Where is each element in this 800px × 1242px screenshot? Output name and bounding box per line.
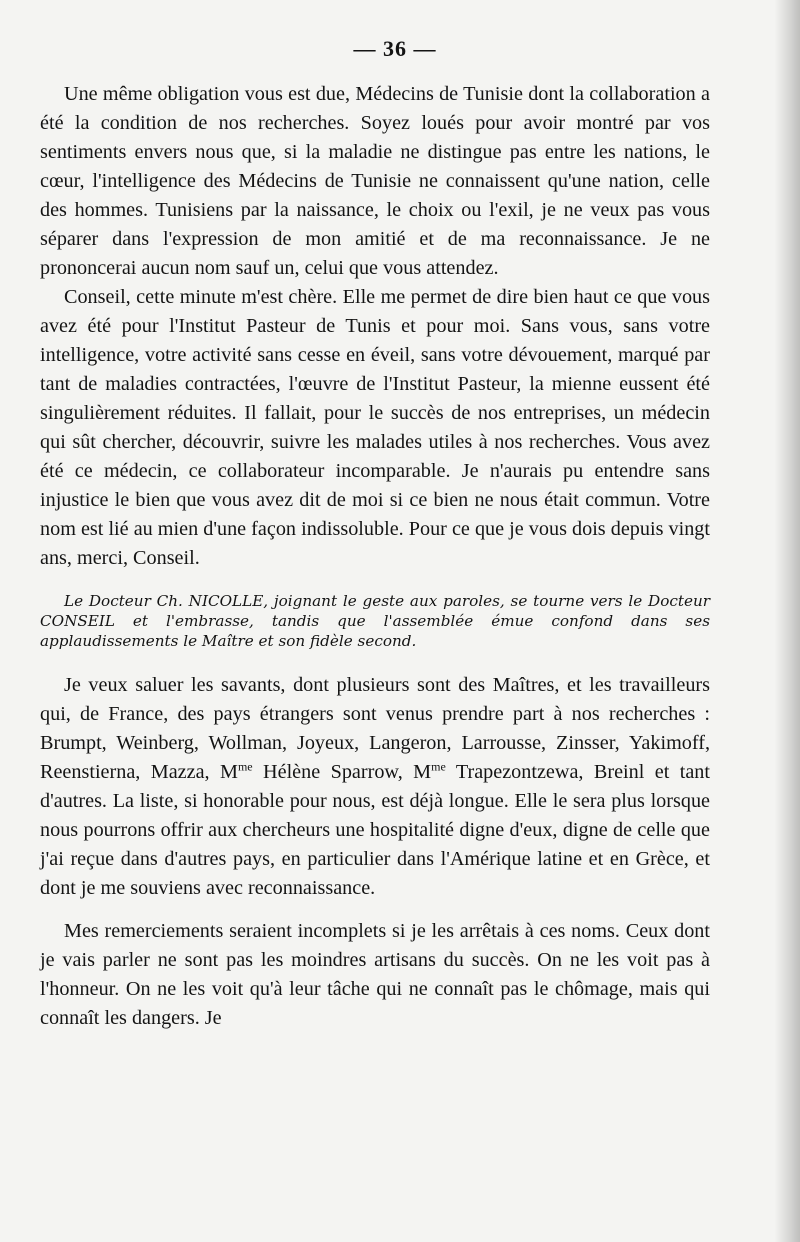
paragraph-savants — [40, 671, 710, 903]
paragraph-conseil: Conseil, cette minute m'est chère. Elle me permet de dire bien haut ce que vous avez été pour l'Institut Pasteur de Tunis et pour moi. Sans vous, sans votre intelligence, votre activité sans cesse en éveil, sans votre dévouement, marqué par tant de maladies contractées, l'œuvre de l'Institut Pasteur, la mienne eussent été singulièrement réduites. Il fallait, pour le succès de nos entreprises, un médecin qui sût chercher, découvrir, suivre les malades utiles à nos recherches. Vous avez été ce médecin, ce collaborateur incomparable. Je n'aurais pu entendre sans injustice le bien que vous avez dit de moi si ce bien ne nous était commun. Votre nom est lié au mien d'une façon indissoluble. Pour ce que je vous dois depuis vingt ans, merci, Conseil. — [40, 286, 710, 569]
italic-stage-note: Le Docteur Ch. NICOLLE, joignant le geste aux paroles, se tourne vers le Docteur CONSEIL et l'embrasse, tandis que l'assemblée émue confond dans ses applaudissements le Maître et son fidèle second. — [40, 592, 710, 650]
paragraph-remerciements: Mes remerciements seraient incomplets si je les arrêtais à ces noms. Ceux dont je vais parler ne sont pas les moindres artisans du succès. On ne les voit pas à l'honneur. On ne les voit qu'à leur tâche qui ne connaît pas le chômage, mais qui connaît les dangers. Je — [40, 920, 710, 1029]
superscript-me-2: me — [431, 759, 446, 774]
paragraph-savants-part1: Je veux saluer les savants, dont plusieurs sont des Maîtres, et les travailleurs qui, de France, des pays étrangers sont venus prendre part à nos recherches : Brumpt, Weinberg, Wollman, Joyeux, Langeron, Larrousse, Zinsser, Yakimoff, Reenstierna, Mazza, M — [40, 674, 710, 783]
paragraph-savants-part3: Trapezontzewa, Breinl et tant d'autres. La liste, si honorable pour nous, est déjà longue. Elle le sera plus lorsque nous pourrons offrir aux chercheurs une hospitalité digne d'eux, digne de celle que j'ai reçue dans d'autres pays, en particulier dans l'Amérique latine et en Grèce, et dont je me souviens avec reconnaissance. — [40, 761, 711, 899]
page-edge-shadow — [774, 0, 800, 1242]
page-number: — 36 — — [353, 36, 437, 61]
paragraph-medecins: Une même obligation vous est due, Médecins de Tunisie dont la collaboration a été la condition de nos recherches. Soyez loués pour avoir montré par vos sentiments envers nous que, si la maladie ne distingue pas entre les nations, le cœur, l'intelligence des Médecins de Tunisie ne connaissent qu'une nation, celle des hommes. Tunisiens par la naissance, le choix ou l'exil, je ne veux pas vous séparer dans l'expression de mon amitié et de ma reconnaissance. Je ne prononcerai aucun nom sauf un, celui que vous attendez. — [40, 83, 710, 279]
paragraph-savants-part2: Hélène Sparrow, M — [252, 761, 432, 783]
superscript-me-1: me — [237, 759, 253, 774]
paragraph-gap — [40, 903, 710, 917]
